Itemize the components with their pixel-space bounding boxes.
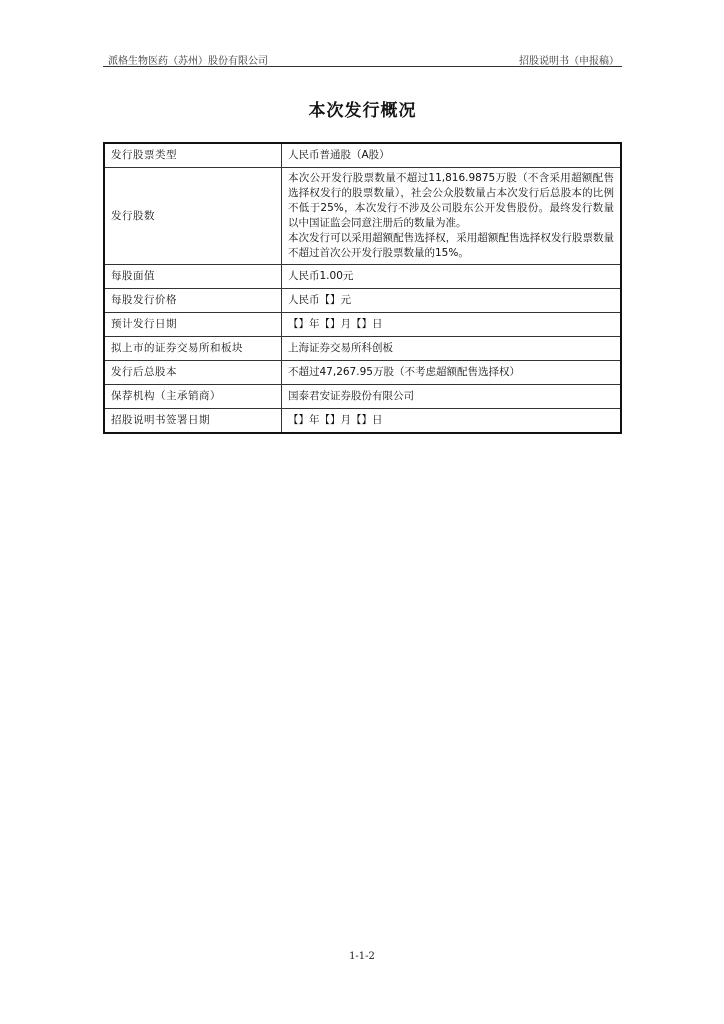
row-value xyxy=(282,265,622,289)
row-value-text: 上海证券交易所科创板 xyxy=(288,342,393,354)
row-label: 发行股票类型 xyxy=(104,143,282,168)
row-label: 拟上市的证券交易所和板块 xyxy=(104,337,282,361)
row-label: 发行股数 xyxy=(104,168,282,265)
header-company-name: 派格生物医药（苏州）股份有限公司 xyxy=(108,56,268,67)
row-value xyxy=(282,313,622,337)
row-label: 招股说明书签署日期 xyxy=(104,409,282,434)
page-title: 本次发行概况 xyxy=(308,101,417,121)
row-label: 每股面值 xyxy=(104,265,282,289)
row-value xyxy=(282,143,622,168)
header-document-type: 招股说明书（申报稿） xyxy=(519,56,619,67)
table-row-share-count xyxy=(104,168,621,265)
row-value-text: 【】年【】月【】日 xyxy=(288,414,383,426)
table-row-signing-date xyxy=(104,409,621,434)
table-row-issue-date xyxy=(104,313,621,337)
table-row-total-shares xyxy=(104,361,621,385)
row-value-text: 【】年【】月【】日 xyxy=(288,318,383,330)
row-value-text: 不超过47,267.95万股（不考虑超额配售选择权） xyxy=(288,366,520,378)
row-value xyxy=(282,409,622,434)
row-label: 保荐机构（主承销商） xyxy=(104,385,282,409)
page-header xyxy=(103,50,622,67)
row-value-text: 本次发行可以采用超额配售选择权，采用超额配售选择权发行股票数量不超过首次公开发行股票数量的15%。 xyxy=(288,232,614,259)
page-number: 1-1-2 xyxy=(349,951,375,962)
row-value-text: 人民币1.00元 xyxy=(288,270,354,282)
row-label: 每股发行价格 xyxy=(104,289,282,313)
row-value-text: 本次公开发行股票数量不超过11,816.9875万股（不含采用超额配售选择权发行的股票数量），社会公众股数量占本次发行后总股本的比例不低于25%，本次发行不涉及公司股东公开发售股份。最终发行数量以中国证监会同意注册后的数量为准。 xyxy=(288,172,614,229)
row-label: 发行后总股本 xyxy=(104,361,282,385)
table-row-issue-price xyxy=(104,289,621,313)
row-value xyxy=(282,337,622,361)
row-value-text: 国泰君安证券股份有限公司 xyxy=(288,390,414,402)
row-value xyxy=(282,385,622,409)
table-row-par-value xyxy=(104,265,621,289)
row-value xyxy=(282,168,622,265)
table-row-sponsor xyxy=(104,385,621,409)
row-value-text: 人民币普通股（A股） xyxy=(288,149,390,161)
table-row-exchange xyxy=(104,337,621,361)
offering-overview-table xyxy=(103,142,622,434)
row-value xyxy=(282,289,622,313)
row-value xyxy=(282,361,622,385)
row-label: 预计发行日期 xyxy=(104,313,282,337)
row-value-text: 人民币【】元 xyxy=(288,294,351,306)
table-row-stock-type xyxy=(104,143,621,168)
